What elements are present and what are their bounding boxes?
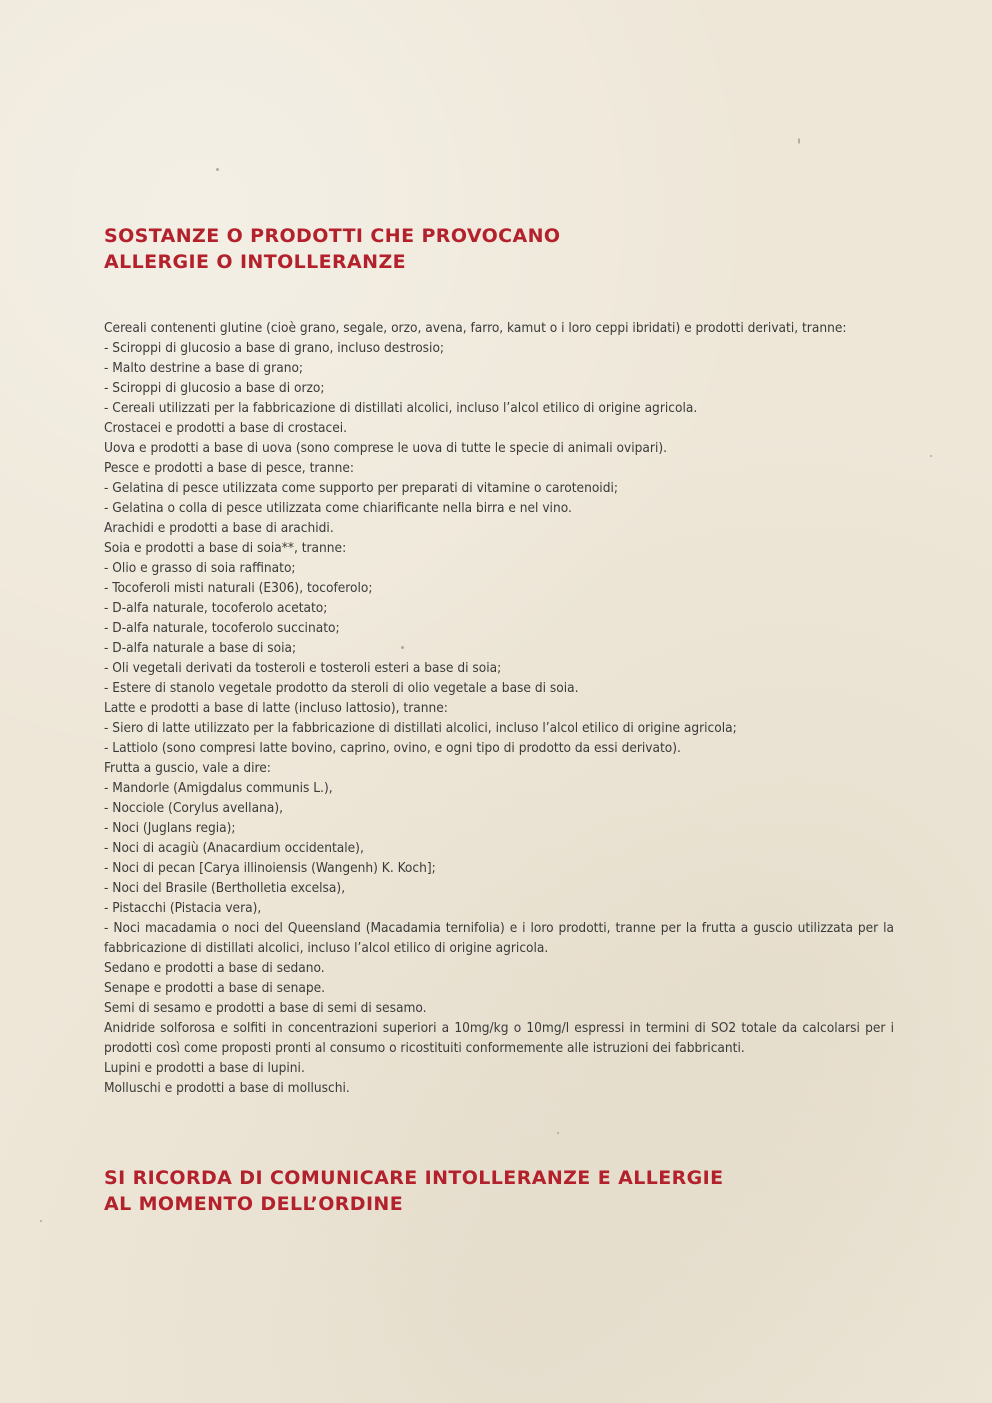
list-item: Latte e prodotti a base di latte (incluso lattosio), tranne: — [104, 700, 448, 716]
list-item: Arachidi e prodotti a base di arachidi. — [104, 520, 334, 536]
list-item: - D-alfa naturale, tocoferolo succinato; — [104, 620, 340, 636]
list-item: Sedano e prodotti a base di sedano. — [104, 960, 325, 976]
list-item: - Nocciole (Corylus avellana), — [104, 800, 283, 816]
list-item: - Malto destrine a base di grano; — [104, 360, 304, 376]
list-item: - Noci macadamia o noci del Queensland (Macadamia ternifolia) e i loro prodotti, tranne per la frutta a guscio utilizzata per la fabbricazione di distillati alcolici, incluso l’alcol etilico di origine agricola. — [104, 920, 894, 956]
list-item: Senape e prodotti a base di senape. — [104, 980, 325, 996]
reminder-heading-line-1: SI RICORDA DI COMUNICARE INTOLLERANZE E ALLERGIE — [104, 1167, 724, 1189]
list-item: Soia e prodotti a base di soia**, tranne: — [104, 540, 347, 556]
list-item: - Noci di acagiù (Anacardium occidentale), — [104, 840, 364, 856]
list-item: Lupini e prodotti a base di lupini. — [104, 1060, 305, 1076]
main-heading-line-1: SOSTANZE O PRODOTTI CHE PROVOCANO — [104, 225, 561, 247]
list-item: - Noci del Brasile (Bertholletia excelsa), — [104, 880, 346, 896]
reminder-heading — [104, 1165, 723, 1217]
list-item: Pesce e prodotti a base di pesce, tranne: — [104, 460, 355, 476]
list-item: Anidride solforosa e solfiti in concentrazioni superiori a 10mg/kg o 10mg/l espressi in termini di SO2 totale da calcolarsi per i prodotti così come proposti pronti al consumo o ricostituiti conformemente alle istruzioni dei fabbricanti. — [104, 1020, 894, 1056]
list-item: - D-alfa naturale, tocoferolo acetato; — [104, 600, 328, 616]
list-item: Frutta a guscio, vale a dire: — [104, 760, 271, 776]
list-item: Uova e prodotti a base di uova (sono comprese le uova di tutte le specie di animali ovipari). — [104, 440, 667, 456]
list-item: - Noci di pecan [Carya illinoiensis (Wangenh) K. Koch]; — [104, 860, 436, 876]
list-item: - Siero di latte utilizzato per la fabbricazione di distillati alcolici, incluso l’alcol etilico di origine agricola; — [104, 720, 737, 736]
list-item: - Gelatina o colla di pesce utilizzata come chiarificante nella birra e nel vino. — [104, 500, 572, 516]
list-item: - Tocoferoli misti naturali (E306), tocoferolo; — [104, 580, 373, 596]
list-item: - Sciroppi di glucosio a base di orzo; — [104, 380, 325, 396]
list-item: - Gelatina di pesce utilizzata come supporto per preparati di vitamine o carotenoidi; — [104, 480, 618, 496]
main-heading — [104, 223, 560, 275]
list-item: - Cereali utilizzati per la fabbricazione di distillati alcolici, incluso l’alcol etilico di origine agricola. — [104, 400, 698, 416]
paper-speck — [40, 1220, 42, 1222]
main-heading-line-2: ALLERGIE O INTOLLERANZE — [104, 251, 407, 273]
paper-speck — [216, 168, 219, 171]
list-item: Molluschi e prodotti a base di molluschi. — [104, 1080, 350, 1096]
allergen-list — [104, 318, 894, 1098]
reminder-heading-line-2: AL MOMENTO DELL’ORDINE — [104, 1193, 404, 1215]
list-item: - Lattiolo (sono compresi latte bovino, caprino, ovino, e ogni tipo di prodotto da essi derivato). — [104, 740, 681, 756]
list-item: - Estere di stanolo vegetale prodotto da steroli di olio vegetale a base di soia. — [104, 680, 579, 696]
paper-speck — [798, 138, 800, 144]
paper-speck — [930, 455, 932, 457]
list-item: - Pistacchi (Pistacia vera), — [104, 900, 262, 916]
list-item: - Sciroppi di glucosio a base di grano, incluso destrosio; — [104, 340, 445, 356]
list-item: - Olio e grasso di soia raffinato; — [104, 560, 296, 576]
list-item: Semi di sesamo e prodotti a base di semi di sesamo. — [104, 1000, 427, 1016]
list-item: - D-alfa naturale a base di soia; — [104, 640, 297, 656]
list-item: - Noci (Juglans regia); — [104, 820, 236, 836]
list-item: - Mandorle (Amigdalus communis L.), — [104, 780, 333, 796]
list-item: - Oli vegetali derivati da tosteroli e tosteroli esteri a base di soia; — [104, 660, 502, 676]
paper-speck — [557, 1132, 559, 1134]
list-item: Crostacei e prodotti a base di crostacei. — [104, 420, 348, 436]
list-item: Cereali contenenti glutine (cioè grano, segale, orzo, avena, farro, kamut o i loro ceppi ibridati) e prodotti derivati, tranne: — [104, 320, 847, 336]
